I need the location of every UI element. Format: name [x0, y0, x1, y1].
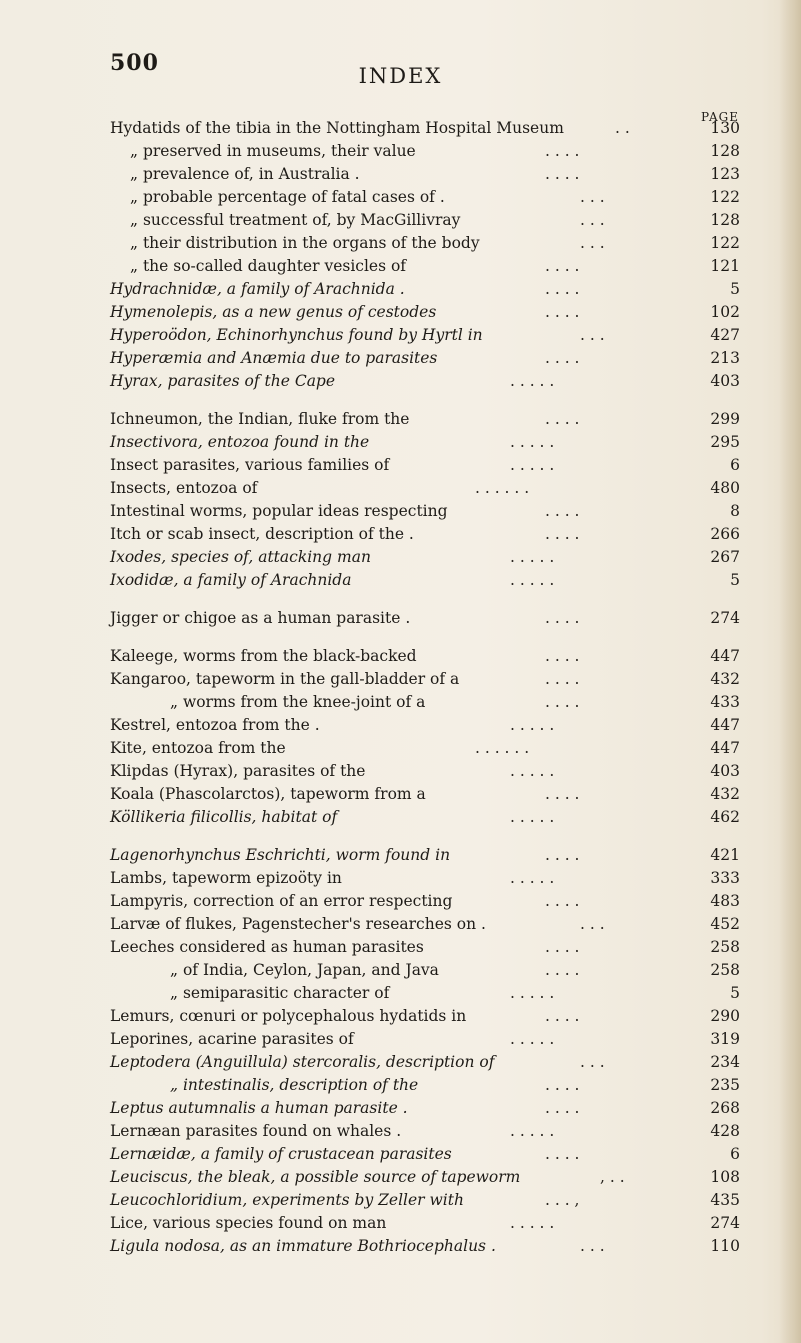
entry-page: 435	[710, 1191, 740, 1209]
page-column-label: PAGE	[701, 110, 739, 124]
entry-page: 213	[710, 349, 740, 367]
entry-text: Hyrax, parasites of the Cape	[110, 372, 336, 390]
index-entry	[0, 546, 801, 569]
index-entry	[0, 278, 801, 301]
entry-text: „ their distribution in the organs of the body	[130, 234, 480, 252]
entry-page: 258	[710, 938, 740, 956]
entry-page: 403	[710, 762, 740, 780]
entry-text: Ixodidæ, a family of Arachnida	[110, 571, 352, 589]
entry-page: 266	[710, 525, 740, 543]
entry-leader: . . . .	[545, 846, 580, 864]
entry-page: 102	[710, 303, 740, 321]
entry-leader: . . . .	[545, 609, 580, 627]
entry-text: Koala (Phascolarctos), tapeworm from a	[110, 785, 426, 803]
entry-text: Klipdas (Hyrax), parasites of the	[110, 762, 366, 780]
entry-leader: . . . .	[545, 961, 580, 979]
entry-leader: . . . . .	[510, 1122, 555, 1140]
entry-page: 128	[710, 142, 740, 160]
entry-leader: . . . . .	[510, 1030, 555, 1048]
index-entry	[0, 117, 801, 140]
entry-page: 483	[710, 892, 740, 910]
entry-leader: . . . . .	[510, 571, 555, 589]
entry-leader: . . . . . .	[475, 479, 530, 497]
entry-leader: . . . .	[545, 502, 580, 520]
entry-leader: . . . . .	[510, 808, 555, 826]
entry-text: „ intestinalis, description of the	[170, 1076, 419, 1094]
entry-leader: . . . .	[545, 280, 580, 298]
entry-page: 5	[730, 571, 740, 589]
entry-text: Ixodes, species of, attacking man	[110, 548, 371, 566]
index-entry	[0, 523, 801, 546]
entry-text: Hydrachnidæ, a family of Arachnida .	[110, 280, 405, 298]
entry-text: „ the so-called daughter vesicles of	[130, 257, 407, 275]
entry-text: „ successful treatment of, by MacGillivray	[130, 211, 461, 229]
entry-text: Hydatids of the tibia in the Nottingham Hospital Museum	[110, 119, 564, 137]
entry-text: Insects, entozoa of	[110, 479, 258, 497]
index-entry	[0, 760, 801, 783]
index-entry	[0, 936, 801, 959]
entry-text: Hyperoödon, Echinorhynchus found by Hyrtl in	[110, 326, 483, 344]
entry-page: 268	[710, 1099, 740, 1117]
entry-text: Lampyris, correction of an error respecting	[110, 892, 453, 910]
entry-text: Köllikeria filicollis, habitat of	[110, 808, 338, 826]
entry-text: Intestinal worms, popular ideas respecting	[110, 502, 448, 520]
entry-text: Ichneumon, the Indian, fluke from the	[110, 410, 410, 428]
entry-text: Lernæan parasites found on whales .	[110, 1122, 402, 1140]
page-number: 500	[110, 50, 159, 76]
entry-page: 274	[710, 1214, 740, 1232]
entry-leader: . . . . .	[510, 869, 555, 887]
entry-page: 130	[710, 119, 740, 137]
entry-page: 432	[710, 670, 740, 688]
entry-page: 447	[710, 739, 740, 757]
entry-leader: . . . .	[545, 785, 580, 803]
entry-text: „ worms from the knee-joint of a	[170, 693, 426, 711]
entry-leader: . . . .	[545, 349, 580, 367]
entry-page: 108	[710, 1168, 740, 1186]
index-entry	[0, 186, 801, 209]
entry-leader: . . . .	[545, 257, 580, 275]
entry-page: 235	[710, 1076, 740, 1094]
entry-leader: . . . . .	[510, 372, 555, 390]
entry-text: Kestrel, entozoa from the .	[110, 716, 320, 734]
index-entry	[0, 691, 801, 714]
entry-page: 432	[710, 785, 740, 803]
entry-leader: . . .	[580, 326, 605, 344]
entry-leader: . . . .	[545, 142, 580, 160]
entry-leader: . . . . .	[510, 762, 555, 780]
entry-page: 267	[710, 548, 740, 566]
entry-leader: . . . ,	[545, 1191, 580, 1209]
entry-text: Leptus autumnalis a human parasite .	[110, 1099, 408, 1117]
entry-text: Lice, various species found on man	[110, 1214, 387, 1232]
entry-page: 6	[730, 1145, 740, 1163]
index-entry	[0, 1189, 801, 1212]
index-entry	[0, 324, 801, 347]
entry-text: Lagenorhynchus Eschrichti, worm found in	[110, 846, 451, 864]
entry-leader: . . . .	[545, 892, 580, 910]
index-entry	[0, 347, 801, 370]
entry-text: Hymenolepis, as a new genus of cestodes	[110, 303, 437, 321]
entry-text: Leeches considered as human parasites	[110, 938, 424, 956]
index-entry	[0, 500, 801, 523]
entry-text: Leucochloridium, experiments by Zeller with	[110, 1191, 464, 1209]
entry-page: 480	[710, 479, 740, 497]
entry-text: „ semiparasitic character of	[170, 984, 390, 1002]
index-entry	[0, 140, 801, 163]
entry-leader: . .	[615, 119, 630, 137]
index-entry	[0, 890, 801, 913]
entry-page: 452	[710, 915, 740, 933]
entry-page: 274	[710, 609, 740, 627]
index-entry	[0, 1028, 801, 1051]
index-entry	[0, 806, 801, 829]
index-entry	[0, 607, 801, 630]
entry-leader: , . .	[600, 1168, 625, 1186]
entry-leader: . . . . .	[510, 456, 555, 474]
entry-leader: . . . .	[545, 693, 580, 711]
entry-page: 462	[710, 808, 740, 826]
entry-page: 447	[710, 716, 740, 734]
index-entry	[0, 209, 801, 232]
index-entry	[0, 163, 801, 186]
entry-leader: . . . .	[545, 938, 580, 956]
entry-leader: . . . .	[545, 1007, 580, 1025]
page-header: INDEX	[358, 64, 443, 88]
index-entry	[0, 1051, 801, 1074]
entry-page: 333	[710, 869, 740, 887]
index-entry	[0, 867, 801, 890]
index-entry	[0, 982, 801, 1005]
entry-page: 295	[710, 433, 740, 451]
entry-leader: . . . .	[545, 1076, 580, 1094]
entry-leader: . . . .	[545, 303, 580, 321]
entry-leader: . . .	[580, 1053, 605, 1071]
entry-text: Larvæ of flukes, Pagenstecher's researches on .	[110, 915, 486, 933]
entry-page: 299	[710, 410, 740, 428]
entry-page: 403	[710, 372, 740, 390]
index-entry	[0, 1097, 801, 1120]
entry-text: „ of India, Ceylon, Japan, and Java	[170, 961, 439, 979]
entry-leader: . . . . . .	[475, 739, 530, 757]
entry-leader: . . .	[580, 234, 605, 252]
entry-page: 128	[710, 211, 740, 229]
entry-text: Hyperæmia and Anæmia due to parasites	[110, 349, 438, 367]
entry-leader: . . . .	[545, 670, 580, 688]
index-entry	[0, 1074, 801, 1097]
entry-page: 5	[730, 984, 740, 1002]
entry-leader: . . . . .	[510, 433, 555, 451]
entry-text: Kite, entozoa from the	[110, 739, 286, 757]
entry-page: 6	[730, 456, 740, 474]
entry-page: 447	[710, 647, 740, 665]
entry-page: 433	[710, 693, 740, 711]
index-entry	[0, 569, 801, 592]
index-entry	[0, 913, 801, 936]
entry-page: 8	[730, 502, 740, 520]
entry-page: 121	[710, 257, 740, 275]
entry-text: Lemurs, cœnuri or polycephalous hydatids in	[110, 1007, 467, 1025]
entry-text: „ preserved in museums, their value	[130, 142, 416, 160]
entry-leader: . . . .	[545, 647, 580, 665]
index-entry	[0, 1166, 801, 1189]
index-entry	[0, 454, 801, 477]
entry-leader: . . . . .	[510, 1214, 555, 1232]
entry-leader: . . . .	[545, 525, 580, 543]
entry-text: Leptodera (Anguillula) stercoralis, description of	[110, 1053, 495, 1071]
index-entry	[0, 1212, 801, 1235]
entry-page: 122	[710, 234, 740, 252]
entry-page: 122	[710, 188, 740, 206]
entry-text: Kangaroo, tapeworm in the gall-bladder of a	[110, 670, 460, 688]
entry-page: 234	[710, 1053, 740, 1071]
entry-page: 319	[710, 1030, 740, 1048]
entry-text: Kaleege, worms from the black-backed	[110, 647, 417, 665]
index-entry	[0, 370, 801, 393]
entry-page: 258	[710, 961, 740, 979]
entry-leader: . . .	[580, 915, 605, 933]
index-entry	[0, 1005, 801, 1028]
index-entry	[0, 408, 801, 431]
entry-leader: . . .	[580, 1237, 605, 1255]
entry-text: Ligula nodosa, as an immature Bothriocephalus .	[110, 1237, 496, 1255]
entry-text: Itch or scab insect, description of the .	[110, 525, 414, 543]
index-entry	[0, 645, 801, 668]
index-entry	[0, 783, 801, 806]
entry-leader: . . . .	[545, 410, 580, 428]
index-entry	[0, 1235, 801, 1258]
entry-text: Insectivora, entozoa found in the	[110, 433, 370, 451]
entry-page: 123	[710, 165, 740, 183]
entry-text: „ prevalence of, in Australia .	[130, 165, 360, 183]
entry-text: Leporines, acarine parasites of	[110, 1030, 354, 1048]
entry-page: 290	[710, 1007, 740, 1025]
entry-leader: . . . . .	[510, 984, 555, 1002]
index-entry	[0, 737, 801, 760]
index-entry	[0, 959, 801, 982]
index-entry	[0, 668, 801, 691]
entry-text: Leuciscus, the bleak, a possible source of tapeworm	[110, 1168, 521, 1186]
entry-leader: . . . .	[545, 1145, 580, 1163]
entry-leader: . . . . .	[510, 548, 555, 566]
entry-text: Insect parasites, various families of	[110, 456, 390, 474]
entry-text: Jigger or chigoe as a human parasite .	[110, 609, 411, 627]
index-entry	[0, 255, 801, 278]
entry-text: Lambs, tapeworm epizoöty in	[110, 869, 342, 887]
entry-text: Lernæidæ, a family of crustacean parasites	[110, 1145, 452, 1163]
entry-leader: . . .	[580, 188, 605, 206]
entry-text: „ probable percentage of fatal cases of .	[130, 188, 445, 206]
entry-page: 5	[730, 280, 740, 298]
index-entry	[0, 714, 801, 737]
index-entry	[0, 844, 801, 867]
index-entry	[0, 431, 801, 454]
index-entry	[0, 232, 801, 255]
entry-leader: . . . . .	[510, 716, 555, 734]
entry-page: 427	[710, 326, 740, 344]
index-entry	[0, 1120, 801, 1143]
entry-leader: . . . .	[545, 165, 580, 183]
entry-page: 110	[710, 1237, 740, 1255]
index-entry	[0, 301, 801, 324]
index-entry	[0, 1143, 801, 1166]
entry-leader: . . . .	[545, 1099, 580, 1117]
entry-page: 421	[710, 846, 740, 864]
entry-leader: . . .	[580, 211, 605, 229]
entry-page: 428	[710, 1122, 740, 1140]
index-entry	[0, 477, 801, 500]
